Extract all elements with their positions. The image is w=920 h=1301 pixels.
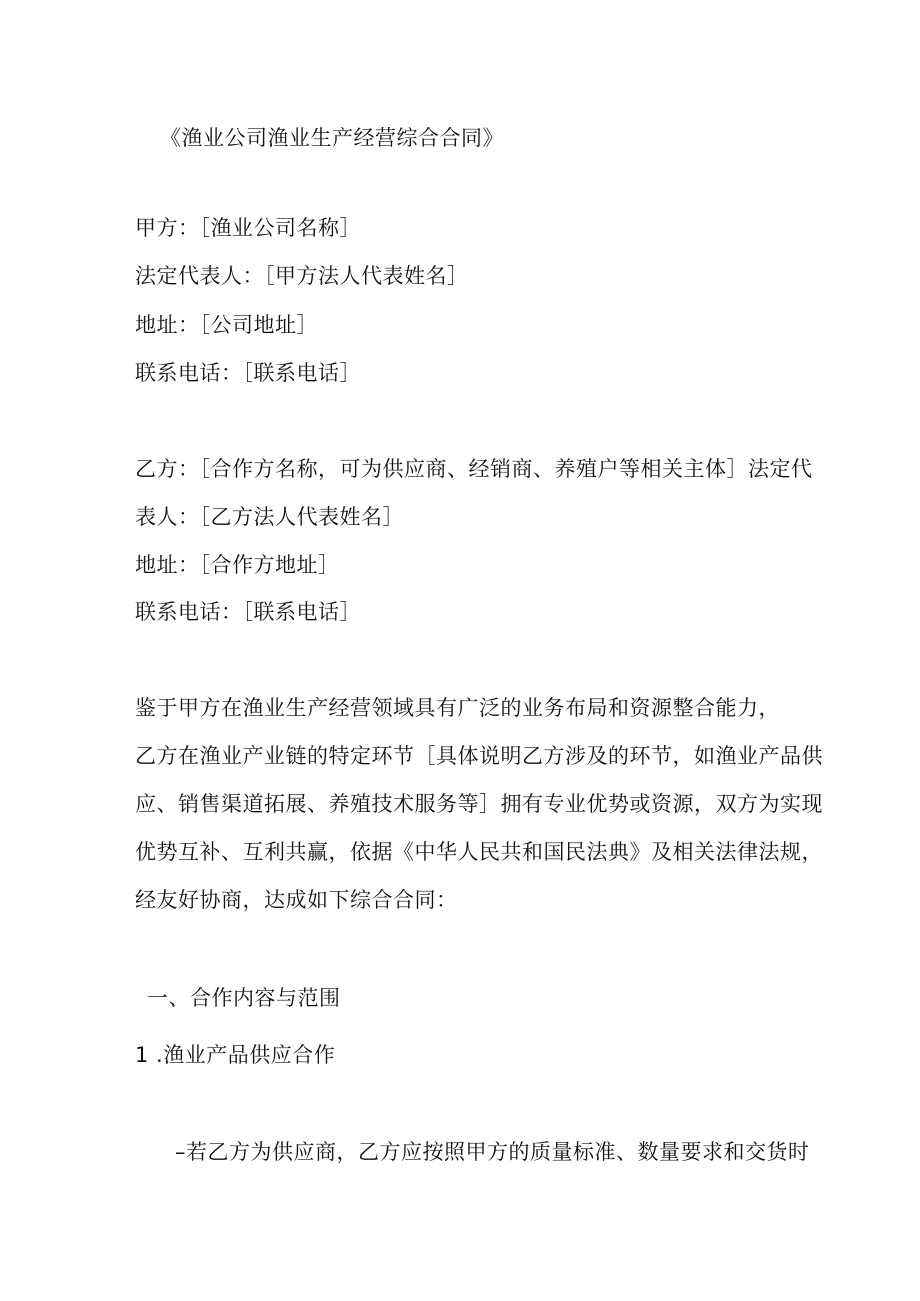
preamble-line: 应、销售渠道拓展、养殖技术服务等］拥有专业优势或资源，双方为实现 (135, 792, 823, 816)
subsection-heading: 1 .渔业产品供应合作 (135, 1043, 336, 1067)
party-b-line-2: 表人：［乙方法人代表姓名］ (135, 505, 404, 529)
section-heading: 一、合作内容与范围 (147, 986, 341, 1010)
preamble-line: 鉴于甲方在渔业生产经营领域具有广泛的业务布局和资源整合能力， (135, 696, 780, 720)
party-a-name: 甲方：［渔业公司名称］ (135, 216, 361, 240)
party-b-line-1: 乙方：［合作方名称，可为供应商、经销商、养殖户等相关主体］法定代 (135, 457, 813, 481)
preamble-line: 乙方在渔业产业链的特定环节［具体说明乙方涉及的环节，如渔业产品供 (135, 744, 823, 768)
preamble-line: 经友好协商，达成如下综合合同： (135, 888, 458, 912)
party-a-phone: 联系电话：［联系电话］ (135, 361, 361, 385)
party-a-representative: 法定代表人：［甲方法人代表姓名］ (135, 264, 469, 288)
subsection-text: –若乙方为供应商，乙方应按照甲方的质量标准、数量要求和交货时 (175, 1140, 810, 1164)
party-a-address: 地址：［公司地址］ (135, 313, 318, 337)
party-b-phone: 联系电话：［联系电话］ (135, 600, 361, 624)
party-b-address: 地址：［合作方地址］ (135, 553, 340, 577)
preamble-line: 优势互补、互利共赢，依据《中华人民共和国民法典》及相关法律法规， (135, 840, 823, 864)
document-title: 《渔业公司渔业生产经营综合合同》 (160, 126, 504, 150)
